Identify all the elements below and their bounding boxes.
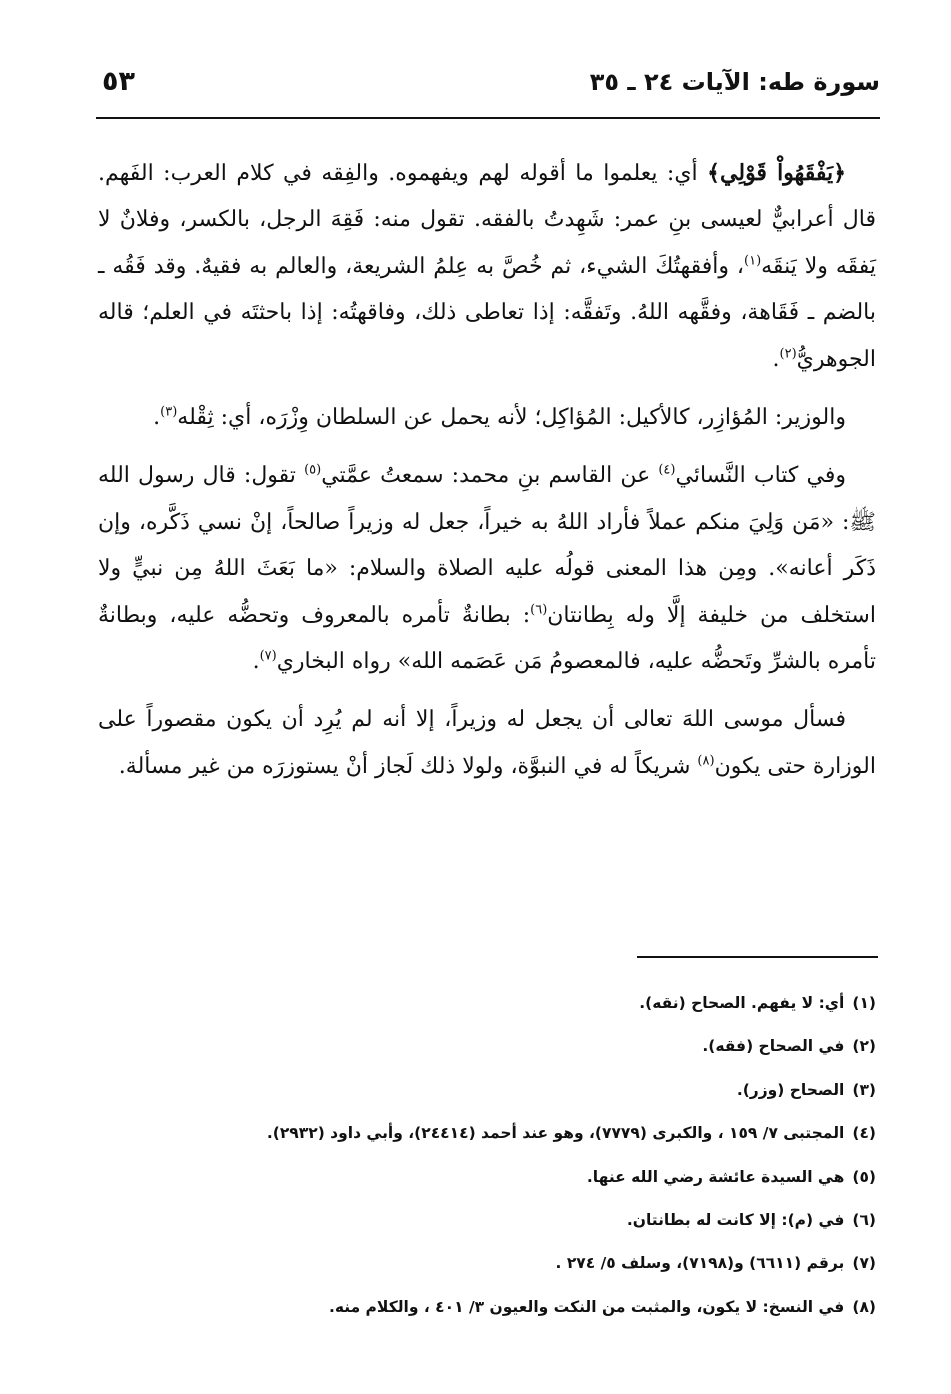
footnote-ref: (٧) xyxy=(259,648,277,664)
page-number: ٥٣ xyxy=(102,66,135,97)
footnote-ref: (٥) xyxy=(304,463,322,479)
footnote-number: (٨) xyxy=(852,1297,876,1316)
footnote-ref: (٦) xyxy=(530,602,548,618)
footnote-text: في (م): إلا كانت له بطانتان. xyxy=(626,1211,845,1230)
footnote-text: هي السيدة عائشة رضي الله عنها. xyxy=(586,1167,845,1186)
footnote-number: (٥) xyxy=(852,1167,876,1186)
footnote-item xyxy=(120,1025,876,1068)
paragraph-text: شريكاً له في النبوَّة، ولولا ذلك لَجاز أنْ يستوزرَه من غير مسألة. xyxy=(118,753,691,779)
footnote-ref: (٨) xyxy=(697,753,715,769)
footnote-ref: (٤) xyxy=(658,463,676,479)
footnote-text: في النسخ: لا يكون، والمثبت من النكت والعيون ٣/ ٤٠١ ، والكلام منه. xyxy=(328,1297,845,1316)
punctuation: . xyxy=(772,346,780,372)
paragraph-text: عن القاسم بنِ محمد: سمعتُ عمَّتي xyxy=(321,463,651,489)
footnote-number: (٢) xyxy=(852,1037,876,1056)
footnote-ref: (١) xyxy=(744,253,762,269)
paragraph-text: تقول: قال رسول الله ﷺ: «مَن وَلِيَ منكم عملاً فأراد اللهُ به خيراً، جعل له وزيراً صالحاً، إنْ نسي ذَكَّره، وإن ذَكَر أعانه». ومِن هذا المعنى قولُه عليه الصلاة والسلام: «ما بَعَثَ اللهُ مِن نبيٍّ ولا استخلف من خليفة إلَّا وله بِطانتان xyxy=(98,463,876,628)
footnote-ref: (٢) xyxy=(779,346,797,362)
quran-quote: ﴿يَفْقَهُواْ قَوْلِي﴾ xyxy=(707,160,846,186)
paragraph-fiqh xyxy=(98,150,876,383)
footnote-number: (٣) xyxy=(852,1080,876,1099)
paragraph-hadith xyxy=(98,453,876,685)
footnote-item xyxy=(120,1199,876,1242)
footnote-item xyxy=(120,1112,876,1155)
paragraph-text: فسأل موسى اللهَ تعالى أن يجعل له وزيراً، إلا أنه لم يُرِد أن يكون مقصوراً على الوزارة حتى يكون xyxy=(98,707,876,779)
footnote-text: برقم (٦٦١١) و(٧١٩٨)، وسلف ٥/ ٢٧٤ . xyxy=(555,1254,845,1273)
paragraph-text: وفي كتاب النَّسائي xyxy=(675,463,846,489)
punctuation: . xyxy=(252,649,260,675)
header-rule xyxy=(96,117,880,119)
footnote-ref: (٣) xyxy=(160,404,178,420)
paragraph-musa xyxy=(98,697,876,790)
paragraph-wazir xyxy=(98,395,876,441)
footnote-item xyxy=(120,982,876,1025)
paragraph-text: والوزير: المُؤازِر، كالأكيل: المُؤاكِل؛ لأنه يحمل عن السلطان وِزْرَه، أي: ثِقْله xyxy=(177,405,846,431)
footnotes xyxy=(120,982,876,1329)
paragraph-text: أي: يعلموا ما أقوله لهم ويفهموه. والفِقه في كلام العرب: الفَهم. قال أعرابيٌّ لعيسى بنِ عمر: شَهِدتُ بالفقه. تقول منه: فَقِهَ الرجل، بالكسر، وفلانٌ لا يَفقَه ولا يَنقَه xyxy=(98,161,876,279)
footnote-text: الصحاح (وزر). xyxy=(736,1080,845,1099)
footnote-text: المجتبى ٧/ ١٥٩ ، والكبرى (٧٧٧٩)، وهو عند أحمد (٢٤٤١٤)، وأبي داود (٢٩٣٢). xyxy=(266,1124,845,1143)
footnote-number: (١) xyxy=(852,994,876,1012)
footnote-text: أي: لا يفهم. الصحاح (نقه). xyxy=(639,994,845,1012)
main-text xyxy=(98,150,876,802)
footnote-number: (٤) xyxy=(852,1124,876,1143)
paragraph-text: ، وأفقهتُكَ الشيء، ثم خُصَّ به عِلمُ الشريعة، والعالم به فقيهٌ. وقد فَقُه ـ بالضم ـ فَقَاهة، وفقَّهه اللهُ. وتَفقَّه: إذا تعاطى ذلك، وفاقهتُه: إذا باحثتَه في العلم؛ قاله الجوهريُّ xyxy=(98,253,876,372)
header-title: سورة طه: الآيات ٢٤ ـ ٣٥ xyxy=(589,68,880,96)
punctuation: . xyxy=(153,405,161,431)
footnote-item xyxy=(120,1286,876,1329)
footnote-number: (٦) xyxy=(852,1211,876,1230)
footnote-text: في الصحاح (فقه). xyxy=(702,1037,845,1056)
footnote-number: (٧) xyxy=(852,1254,876,1273)
running-header xyxy=(96,64,880,114)
footnote-separator xyxy=(637,956,878,958)
footnote-item xyxy=(120,1156,876,1199)
footnote-item xyxy=(120,1242,876,1285)
paragraph-text: : بطانةٌ تأمره بالمعروف وتحضُّه عليه، وبطانةٌ تأمره بالشرِّ وتَحضُّه عليه، فالمعصومُ مَن عَصَمه الله» رواه البخاري xyxy=(98,602,876,675)
footnote-item xyxy=(120,1069,876,1112)
